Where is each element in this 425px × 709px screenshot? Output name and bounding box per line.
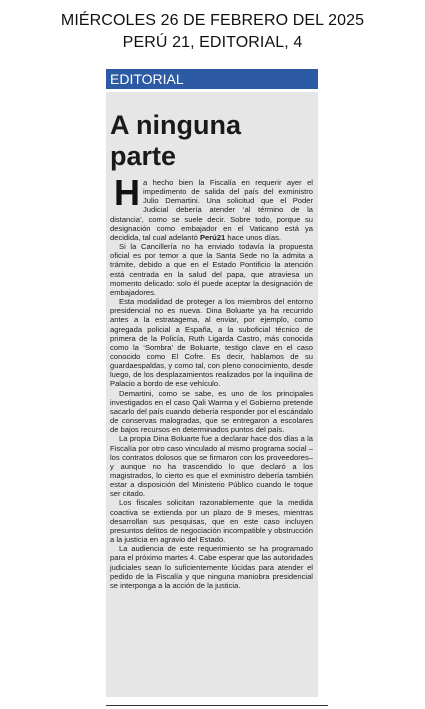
paragraph-7: La audiencia de este requerimiento se ha programado para el próximo martes 4. Cabe esperar que las autoridades judiciales sean lo suficientemente lúcidas para atender el pedido de la Fiscalía y que ninguna maniobra presidencial se interponga a la acción de la justicia. xyxy=(110,544,313,590)
paragraph-3: Esta modalidad de proteger a los miembros del entorno presidencial no es nueva. Dina Boluarte ya ha recurrido antes a la estratagema, al enviar, por ejemplo, como agregada policial a España, a la suboficial técnico de primera de la Policía, Ruth Ligarda Castro, más conocida como la ‘Sombra’ de Boluarte, testigo clave en el caso conocido como El Cofre. Es decir, hablamos de su guardaespaldas, y como tal, con pleno conocimiento, desde luego, de los desplazamientos realizados por la inquilina de Palacio a bordo de ese vehículo. xyxy=(110,297,313,389)
bottom-divider xyxy=(106,705,328,706)
paragraph-4: Demartini, como se sabe, es uno de los principales investigados en el caso Qali Warma y el Gobierno pretende sacarlo del país cuando debería responder por el escándalo de conservas malogradas, que se entregaron a escolares de bajos recursos en determinados puntos del país. xyxy=(110,388,313,435)
title-line-1: A ninguna xyxy=(110,110,241,140)
section-label: EDITORIAL xyxy=(106,69,318,89)
source-line: PERÚ 21, EDITORIAL, 4 xyxy=(122,34,303,51)
paragraph-5: La propia Dina Boluarte fue a declarar hace dos días a la Fiscalía por otro caso vinculado al mismo programa social –los contratos dolosos que se firmaron con los proveedores– y aunque no ha trascendido lo que declaró a los magistrados, lo cierto es que el exministro debería también estar a disposición del Ministerio Público cuando le toque ser citado. xyxy=(110,434,313,499)
paragraph-1 xyxy=(110,172,313,242)
brand-name: Perú21 xyxy=(199,232,226,242)
date-line: MIÉRCOLES 26 DE FEBRERO DEL 2025 xyxy=(60,12,365,29)
clipping-header xyxy=(0,10,425,54)
title-line-2: parte xyxy=(110,141,177,171)
article-body xyxy=(110,172,313,590)
paragraph-1-text: a hecho bien la Fiscalía en requerir ayer el impedimento de salida del país del exministro Julio Demartini. Una solicitud que el Poder Judicial debería atender ‘al término de la distancia’, como se suele decir. Sobre todo, porque su designación como embajador en el Vaticano está ya decidida, tal cual adelantó xyxy=(110,178,313,242)
paragraph-2: Si la Cancillería no ha enviado todavía la propuesta oficial es por temor a que la Santa Sede no la admita a trámite, debido a que en el Estado Pontificio la atención está centrada en la salud del papa, que atraviesa un momento delicado: solo él puede aceptar la designación de embajadores. xyxy=(110,242,313,297)
drop-cap: H xyxy=(114,172,140,213)
article-card xyxy=(106,92,318,697)
paragraph-1-end: hace unos días. xyxy=(225,232,282,242)
paragraph-6: Los fiscales solicitan razonablemente que la medida coactiva se extienda por un plazo de 9 meses, mientras desarrollan sus pesquisas, que en este caso incluyen presuntos delitos de negociación incompatible y obstrucción a la justicia en agravio del Estado. xyxy=(110,498,313,545)
article-title xyxy=(110,110,310,172)
